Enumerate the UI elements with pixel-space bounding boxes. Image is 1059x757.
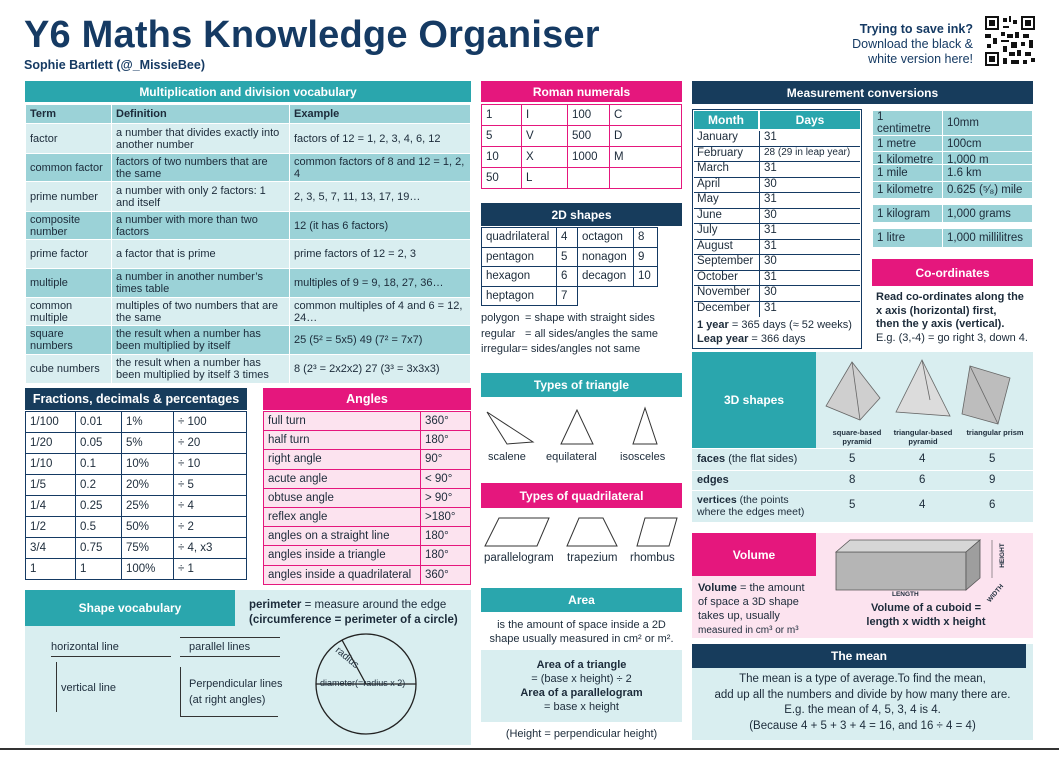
faces-value: 5 — [849, 453, 856, 465]
conv-to: 1,000 millilitres — [943, 229, 1033, 248]
vocab-example: common factors of 8 and 12 = 1, 2, 4 — [290, 154, 471, 182]
vocab-term: common factor — [26, 154, 112, 182]
decimal-cell: 0.25 — [76, 496, 122, 517]
vocab-header: Multiplication and division vocabulary — [25, 81, 471, 102]
vocab-example: prime factors of 12 = 2, 3 — [290, 240, 471, 269]
percent-cell: 5% — [122, 433, 174, 454]
vertices-term: vertices — [697, 494, 737, 506]
shape-vocab-header: Shape vocabulary — [25, 590, 235, 626]
cuboid-formula-1: Volume of a cuboid = — [870, 602, 982, 614]
length-conversions — [872, 110, 1033, 168]
length-label: LENGTH — [892, 591, 919, 598]
triangle-area-formula: = (base x height) ÷ 2 — [531, 673, 632, 685]
triangular-pyramid-shape — [896, 360, 950, 416]
divide-cell: ÷ 4 — [174, 496, 247, 517]
vertical-line — [56, 662, 57, 712]
angle-name: reflex angle — [264, 507, 421, 526]
month-name: March — [694, 162, 760, 177]
shape-sides: 10 — [634, 267, 658, 287]
angle-value: 180° — [421, 431, 471, 450]
roman-symbol: V — [522, 126, 568, 147]
horizontal-line — [51, 656, 171, 657]
width-label: WIDTH — [986, 583, 1006, 604]
conv-from: 1 mile — [873, 165, 943, 182]
month-name: October — [694, 271, 760, 286]
perpendicular-note: (at right angles) — [189, 694, 266, 706]
trapezium-label: trapezium — [567, 552, 618, 564]
parallelogram-label: parallelogram — [484, 552, 554, 564]
vertices-label — [697, 494, 804, 518]
shape-name: hexagon — [482, 267, 557, 287]
cuboid-top — [836, 540, 980, 552]
page-title: Y6 Maths Knowledge Organiser — [24, 14, 600, 56]
vertices-value: 4 — [919, 499, 926, 511]
cuboid-formula — [838, 601, 1014, 629]
coords-header: Co-ordinates — [872, 259, 1033, 286]
month-row — [694, 193, 860, 209]
vocab-example: common multiples of 4 and 6 = 12, 24… — [290, 298, 471, 326]
qr-code-icon[interactable] — [985, 16, 1035, 66]
divide-cell: ÷ 20 — [174, 433, 247, 454]
month-row — [694, 147, 860, 163]
roman-symbol: C — [610, 105, 682, 126]
diameter-label: diameter(=radius x 2) — [320, 678, 406, 688]
note-def: = shape with straight sides — [525, 312, 655, 324]
volume-def-2: of space a 3D shape — [698, 596, 799, 608]
month-row — [694, 131, 860, 147]
conv-to: 1,000 grams — [943, 205, 1033, 223]
perpendicular-text — [189, 676, 283, 708]
mean-line-1: The mean is a type of average.To find the mean, — [739, 673, 986, 685]
angle-name: angles inside a triangle — [264, 546, 421, 565]
roman-number: 1 — [482, 105, 522, 126]
month-row — [694, 302, 860, 318]
conv-to: 100cm — [943, 136, 1033, 152]
polygon-notes — [481, 311, 658, 358]
shape-name: decagon — [578, 267, 634, 287]
faces-value: 5 — [989, 453, 996, 465]
parallel-line-bottom — [180, 656, 280, 657]
angles-header: Angles — [263, 388, 471, 410]
divide-cell: ÷ 5 — [174, 475, 247, 496]
triangles-header: Types of triangle — [481, 373, 682, 397]
angle-value: > 90° — [421, 488, 471, 507]
shapes3d-drawing — [820, 358, 1030, 428]
area-desc-2: shape usually measured in cm² or m². — [489, 633, 674, 645]
mean-text — [692, 672, 1033, 734]
month-days: 31 — [764, 301, 777, 314]
conv-from: 1 kilometre — [873, 182, 943, 199]
fraction-cell: 1 — [26, 559, 76, 580]
fraction-cell: 1/5 — [26, 475, 76, 496]
conv-from: 1 metre — [873, 136, 943, 152]
days-column-header: Days — [760, 111, 860, 129]
rhombus-label: rhombus — [630, 552, 675, 564]
month-row — [694, 178, 860, 194]
month-name: February — [694, 147, 760, 162]
parallel-line-top — [180, 637, 280, 638]
angle-value: 360° — [421, 565, 471, 584]
vocab-header-term: Term — [26, 105, 112, 124]
triangular-pyramid-label: triangular-based pyramid — [893, 428, 953, 446]
roman-symbol: X — [522, 147, 568, 168]
note-def: = all sides/angles the same — [525, 327, 658, 340]
months-list — [694, 131, 860, 317]
volume-def-1: = the amount — [736, 582, 805, 594]
month-days: 30 — [764, 177, 777, 190]
year-facts — [697, 318, 852, 346]
month-days: 31 — [764, 239, 777, 252]
note-term: irregular — [481, 343, 522, 355]
perpendicular-horizontal — [180, 716, 278, 717]
square-pyramid-label: square-based pyramid — [832, 428, 882, 446]
divide-cell: ÷ 4, x3 — [174, 538, 247, 559]
cuboid-front — [836, 552, 966, 590]
triangular-prism-shape — [962, 366, 1010, 424]
faces-label — [697, 453, 797, 465]
leap-term: Leap year — [697, 333, 749, 345]
roman-number — [568, 168, 610, 189]
vertical-label: vertical line — [61, 682, 117, 694]
height-label: HEIGHT — [998, 543, 1006, 568]
coords-line-2: x axis (horizontal) first, — [876, 304, 997, 317]
edges-label: edges — [697, 474, 729, 486]
angle-value: 180° — [421, 527, 471, 546]
shapes3d-header: 3D shapes — [692, 352, 816, 448]
month-days: 31 — [764, 193, 777, 205]
coords-line-4: E.g. (3,-4) = go right 3, down 4. — [876, 331, 1028, 344]
quads-drawing — [481, 514, 682, 550]
fraction-cell: 1/100 — [26, 412, 76, 433]
bottom-rule — [0, 748, 1059, 750]
empty-cell — [578, 286, 634, 306]
ink-line-2: Download the black & — [852, 37, 973, 51]
note-term: polygon — [481, 312, 520, 324]
vocab-term: factor — [26, 124, 112, 154]
divide-cell: ÷ 2 — [174, 517, 247, 538]
month-days: 31 — [764, 162, 777, 174]
volume-header: Volume — [692, 533, 816, 576]
month-days: 31 — [764, 224, 777, 236]
angle-name: angles on a straight line — [264, 527, 421, 546]
cuboid-drawing — [832, 536, 1012, 596]
fraction-cell: 1/20 — [26, 433, 76, 454]
vertices-value: 6 — [989, 499, 996, 511]
percent-cell: 1% — [122, 412, 174, 433]
roman-symbol: I — [522, 105, 568, 126]
leap-def: = 366 days — [748, 333, 806, 345]
year-def: = 365 days (≈ 52 weeks) — [728, 319, 852, 331]
decimal-cell: 0.5 — [76, 517, 122, 538]
height-note: (Height = perpendicular height) — [505, 728, 658, 740]
vocab-term: prime factor — [26, 240, 112, 269]
parallelogram-shape — [485, 518, 549, 546]
shape-name: pentagon — [482, 247, 557, 267]
area-description — [481, 618, 682, 646]
conv-from: 1 kilogram — [873, 205, 943, 223]
parallel-label: parallel lines — [189, 641, 251, 653]
parallelogram-area-formula: = base x height — [544, 701, 619, 713]
month-name: July — [694, 224, 760, 239]
volume-def-3: takes up, usually — [698, 610, 780, 622]
shape-name: octagon — [578, 228, 634, 248]
decimal-cell: 0.05 — [76, 433, 122, 454]
vocab-example: factors of 12 = 1, 2, 3, 4, 6, 12 — [290, 124, 471, 154]
shape-sides: 6 — [557, 267, 578, 287]
month-days: 31 — [764, 270, 777, 283]
roman-symbol: D — [610, 126, 682, 147]
angle-name: half turn — [264, 431, 421, 450]
vocab-definition: a number that divides exactly into another number — [112, 124, 290, 154]
month-name: December — [694, 302, 760, 318]
fractions-header: Fractions, decimals & percentages — [25, 388, 247, 410]
angle-value: >180° — [421, 507, 471, 526]
capacity-conversions — [872, 228, 1033, 248]
triangle-area-title: Area of a triangle — [536, 659, 627, 671]
month-row — [694, 271, 860, 287]
fraction-cell: 3/4 — [26, 538, 76, 559]
month-name: November — [694, 286, 760, 301]
vocab-table — [25, 104, 471, 384]
shape-sides: 4 — [557, 228, 578, 248]
vocab-term: multiple — [26, 269, 112, 298]
roman-symbol: L — [522, 168, 568, 189]
year-term: 1 year — [697, 319, 729, 331]
month-days: 30 — [764, 208, 777, 221]
month-row — [694, 240, 860, 256]
vocab-example: 8 (2³ = 2x2x2) 27 (3³ = 3x3x3) — [290, 355, 471, 384]
cuboid-formula-2: length x width x height — [866, 616, 986, 628]
vocab-term: common multiple — [26, 298, 112, 326]
month-name: April — [694, 178, 760, 193]
roman-number: 500 — [568, 126, 610, 147]
volume-text — [698, 581, 805, 638]
mile-conversions — [872, 164, 1033, 199]
vocab-header-example: Example — [290, 105, 471, 124]
perimeter-def: = measure around the edge — [301, 599, 447, 611]
vocab-definition: factors of two numbers that are the same — [112, 154, 290, 182]
angle-value: 180° — [421, 546, 471, 565]
angle-value: < 90° — [421, 469, 471, 488]
mean-line-4: (Because 4 + 5 + 3 + 4 = 16, and 16 ÷ 4 = 4) — [749, 719, 976, 732]
mean-header: The mean — [692, 644, 1026, 668]
decimal-cell: 0.01 — [76, 412, 122, 433]
note-def: = sides/angles not same — [521, 343, 641, 355]
author: Sophie Bartlett (@_MissieBee) — [24, 58, 205, 72]
fraction-cell: 1/10 — [26, 454, 76, 475]
percent-cell: 10% — [122, 454, 174, 475]
mass-conversions — [872, 204, 1033, 223]
perimeter-term: perimeter — [249, 599, 302, 611]
month-days: 31 — [764, 131, 777, 143]
perpendicular-vertical — [180, 667, 181, 717]
fractions-table — [25, 411, 247, 580]
month-name: May — [694, 193, 760, 208]
edges-value: 9 — [989, 474, 996, 486]
vocab-definition: a factor that is prime — [112, 240, 290, 269]
isosceles-label: isosceles — [620, 451, 666, 463]
faces-term: faces — [697, 453, 726, 465]
conv-from: 1 centimetre — [873, 111, 943, 136]
percent-cell: 25% — [122, 496, 174, 517]
month-column-header: Month — [694, 111, 758, 129]
shape-sides: 8 — [634, 228, 658, 248]
coords-line-3: then the y axis (vertical). — [876, 318, 1005, 330]
divide-cell: ÷ 100 — [174, 412, 247, 433]
percent-cell: 75% — [122, 538, 174, 559]
vocab-definition: a number with more than two factors — [112, 212, 290, 240]
rhombus-shape — [637, 518, 677, 546]
shape-sides: 5 — [557, 247, 578, 267]
fraction-cell: 1/2 — [26, 517, 76, 538]
percent-cell: 20% — [122, 475, 174, 496]
isosceles-shape — [633, 408, 657, 444]
shape-name: quadrilateral — [482, 228, 557, 248]
month-row — [694, 209, 860, 225]
month-days: 28 (29 in leap year) — [764, 146, 851, 158]
angle-name: angles inside a quadrilateral — [264, 565, 421, 584]
vocab-example: 25 (5² = 5x5) 49 (7² = 7x7) — [290, 326, 471, 355]
vocab-definition: a number with only 2 factors: 1 and itself — [112, 182, 290, 212]
fraction-cell: 1/4 — [26, 496, 76, 517]
roman-symbol: M — [610, 147, 682, 168]
conv-to: 1.6 km — [943, 165, 1033, 182]
perimeter-text — [249, 598, 458, 628]
equilateral-shape — [561, 410, 593, 444]
trapezium-shape — [567, 518, 617, 546]
circumference-note: (circumference = perimeter of a circle) — [249, 614, 458, 626]
divide-cell: ÷ 1 — [174, 559, 247, 580]
scalene-shape — [487, 412, 533, 444]
vocab-example: multiples of 9 = 9, 18, 27, 36… — [290, 269, 471, 298]
shape-name: nonagon — [578, 247, 634, 267]
vocab-term: cube numbers — [26, 355, 112, 384]
conv-to: 10mm — [943, 111, 1033, 136]
decimal-cell: 1 — [76, 559, 122, 580]
month-name: June — [694, 209, 760, 224]
faces-def: (the flat sides) — [725, 453, 798, 465]
conv-to: 1,000 m — [943, 152, 1033, 168]
vocab-definition: a number in another number’s times table — [112, 269, 290, 298]
triangular-prism-label: triangular prism — [966, 428, 1024, 437]
vocab-definition: the result when a number has been multiplied by itself 3 times — [112, 355, 290, 384]
area-header: Area — [481, 588, 682, 612]
volume-def-4: measured in cm³ or m³ — [698, 625, 799, 636]
decimal-cell: 0.1 — [76, 454, 122, 475]
vocab-term: composite number — [26, 212, 112, 240]
conv-from: 1 kilometre — [873, 152, 943, 168]
edges-value: 8 — [849, 474, 856, 486]
angle-name: obtuse angle — [264, 488, 421, 507]
vertices-value: 5 — [849, 499, 856, 511]
quads-header: Types of quadrilateral — [481, 483, 682, 508]
angles-table — [263, 411, 471, 585]
horizontal-label: horizontal line — [51, 641, 119, 653]
decimal-cell: 0.2 — [76, 475, 122, 496]
shape-name: heptagon — [482, 286, 557, 306]
coords-text — [876, 291, 1028, 345]
vocab-term: square numbers — [26, 326, 112, 355]
shape-sides: 9 — [634, 247, 658, 267]
conv-from: 1 litre — [873, 229, 943, 248]
volume-term: Volume — [698, 582, 737, 594]
month-row — [694, 286, 860, 302]
angle-name: full turn — [264, 412, 421, 431]
month-name: September — [694, 255, 760, 270]
month-row — [694, 224, 860, 240]
angle-value: 360° — [421, 412, 471, 431]
equilateral-label: equilateral — [546, 451, 597, 463]
conv-to: 0.625 (⁵⁄₈) mile — [943, 182, 1033, 199]
roman-table — [481, 104, 682, 189]
empty-cell — [634, 286, 658, 306]
shapes2d-table — [481, 227, 658, 306]
roman-number: 50 — [482, 168, 522, 189]
mean-line-2: add up all the numbers and divide by how many there are. — [714, 688, 1011, 701]
vertices-def: (the points — [736, 494, 789, 506]
scalene-label: scalene — [488, 451, 526, 463]
ink-note — [813, 22, 973, 67]
coords-line-1: Read co-ordinates along the — [876, 291, 1024, 303]
angle-name: acute angle — [264, 469, 421, 488]
shapes2d-header: 2D shapes — [481, 203, 682, 226]
percent-cell: 50% — [122, 517, 174, 538]
month-name: January — [694, 131, 760, 146]
roman-number: 5 — [482, 126, 522, 147]
mean-line-3: E.g. the mean of 4, 5, 3, 4 is 4. — [784, 704, 941, 716]
angle-value: 90° — [421, 450, 471, 469]
triangles-drawing — [481, 404, 682, 449]
area-desc-1: is the amount of space inside a 2D — [497, 619, 666, 631]
roman-number: 1000 — [568, 147, 610, 168]
month-row — [694, 255, 860, 271]
vocab-definition: multiples of two numbers that are the same — [112, 298, 290, 326]
divide-cell: ÷ 10 — [174, 454, 247, 475]
vertices-def-2: where the edges meet) — [697, 506, 805, 518]
shape-sides: 7 — [557, 286, 578, 306]
ink-line-3: white version here! — [868, 52, 973, 66]
ink-line-1: Trying to save ink? — [859, 22, 973, 36]
month-days: 30 — [764, 286, 777, 298]
roman-number: 100 — [568, 105, 610, 126]
note-term: regular — [481, 327, 516, 340]
decimal-cell: 0.75 — [76, 538, 122, 559]
roman-header: Roman numerals — [481, 81, 682, 102]
vocab-example: 12 (it has 6 factors) — [290, 212, 471, 240]
roman-number: 10 — [482, 147, 522, 168]
vocab-term: prime number — [26, 182, 112, 212]
edges-value: 6 — [919, 474, 926, 486]
vocab-example: 2, 3, 5, 7, 11, 13, 17, 19… — [290, 182, 471, 212]
perpendicular-label: Perpendicular lines — [189, 678, 283, 690]
area-formulas — [481, 650, 682, 722]
faces-value: 4 — [919, 453, 926, 465]
vocab-definition: the result when a number has been multiplied by itself — [112, 326, 290, 355]
radius-label: radius — [332, 645, 361, 671]
measure-header: Measurement conversions — [692, 81, 1033, 104]
month-days: 30 — [764, 255, 777, 267]
month-name: August — [694, 240, 760, 255]
roman-symbol — [610, 168, 682, 189]
month-row — [694, 162, 860, 178]
parallelogram-area-title: Area of a parallelogram — [520, 687, 643, 699]
vocab-header-definition: Definition — [112, 105, 290, 124]
angle-name: right angle — [264, 450, 421, 469]
percent-cell: 100% — [122, 559, 174, 580]
